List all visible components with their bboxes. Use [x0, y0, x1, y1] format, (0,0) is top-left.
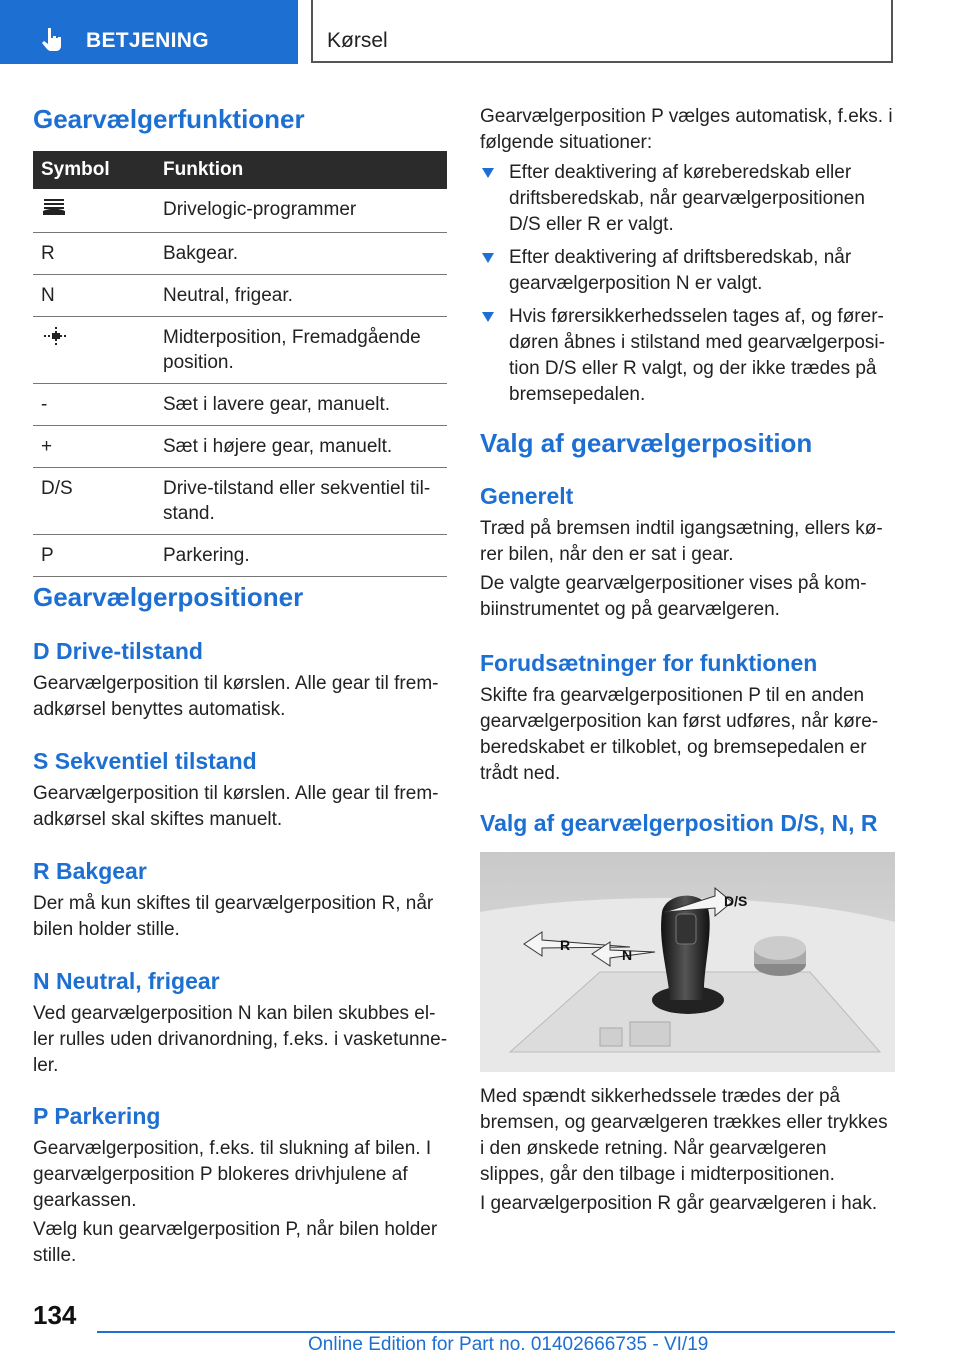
edition-text: Online Edition for Part no. 01402666735 - VI/19 — [308, 1334, 709, 1355]
table-cell: Neutral, frigear. — [155, 275, 447, 317]
general-text-2: De valgte gearvælgerpositioner vises på kombiinstrumentet og på gearvælgeren. — [480, 573, 867, 620]
hand-pointer-icon — [40, 26, 66, 52]
footer-divider — [97, 1331, 895, 1333]
neutral-text: Ved gearvælgerposition N kan bilen skubbes eller rulles uden drivanordning, f.eks. i vasketunneler. — [33, 1003, 448, 1076]
drivelogic-symbol-icon — [41, 197, 67, 217]
center-position-symbol-icon — [41, 325, 71, 347]
list-item — [480, 304, 895, 408]
after-photo-text-1: Med spændt sikkerhedssele trædes der på bremsen, og gearvælgeren trækkes eller trykkes i den ønskede retning. Når gearvælgeren slippes, går den tilbage i midterpositionen. — [480, 1086, 888, 1185]
gear-selector-illustration — [480, 852, 895, 1072]
page-number: 134 — [33, 1300, 77, 1330]
drivelogic-icon — [33, 189, 155, 233]
table-cell: N — [33, 275, 155, 317]
park-heading: P Parkering — [33, 1103, 161, 1129]
select-position-title: Valg af gearvælgerposition — [480, 428, 813, 458]
photo-label-r: R — [560, 937, 571, 953]
center-position-icon — [33, 317, 155, 384]
drive-mode-heading: D Drive-tilstand — [33, 638, 203, 664]
general-text-1: Træd på bremsen indtil igangsætning, ellers kører bilen, når den er sat i gear. — [480, 518, 883, 565]
section-tab[interactable] — [0, 0, 298, 64]
after-photo-text-2: I gearvælgerposition R går gearvælgeren i hak. — [480, 1193, 878, 1214]
table-row — [33, 535, 447, 577]
sequential-mode-heading: S Sekventiel tilstand — [33, 748, 257, 774]
auto-p-list — [480, 160, 895, 415]
table-cell: Sæt i lavere gear, manuelt. — [155, 384, 447, 426]
prerequisites-heading: Forudsætninger for funktionen — [480, 650, 818, 676]
list-item-text: Efter deaktivering af køreberedskab eller driftsberedskab, når gearvælgerpositionen D/S eller R er valgt. — [509, 162, 865, 235]
photo-label-n: N — [622, 947, 633, 963]
positions-title: Gearvælgerpositioner — [33, 582, 304, 612]
chapter-header — [311, 0, 893, 63]
table-cell: + — [33, 426, 155, 468]
general-heading: Generelt — [480, 483, 574, 509]
column-header-function: Funktion — [155, 151, 447, 189]
table-row — [33, 468, 447, 535]
reverse-heading: R Bakgear — [33, 858, 147, 884]
drive-mode-text: Gearvælgerposition til kørslen. Alle gear til fremadkørsel benyttes automatisk. — [33, 673, 439, 720]
gear-selector-photo — [480, 852, 895, 1072]
functions-table — [33, 151, 447, 577]
bullet-triangle-icon — [482, 168, 494, 178]
select-dsnr-heading: Valg af gearvælgerposition D/S, N, R — [480, 810, 878, 836]
table-cell: Bakgear. — [155, 233, 447, 275]
table-cell: D/S — [33, 468, 155, 535]
column-header-symbol: Symbol — [33, 151, 155, 189]
chapter-label: Kørsel — [327, 29, 388, 52]
table-cell: R — [33, 233, 155, 275]
section-label: BETJENING — [86, 29, 209, 52]
table-row — [33, 233, 447, 275]
functions-title: Gearvælgerfunktioner — [33, 104, 305, 134]
list-item — [480, 160, 895, 238]
park-text-2: Vælg kun gearvælgerposition P, når bilen holder stille. — [33, 1219, 438, 1266]
table-cell: Drivelogic-programmer — [155, 189, 447, 233]
table-cell: Drive-tilstand eller sekventiel tilstand. — [155, 468, 447, 535]
auto-p-intro: Gearvælgerposition P vælges automatisk, f.eks. i følgende situationer: — [480, 106, 893, 153]
list-item-text: Efter deaktivering af driftsberedskab, når gearvælgerposition N er valgt. — [509, 247, 852, 294]
list-item-text: Hvis førersikkerhedsselen tages af, og førerdøren åbnes i stilstand med gearvælgerposition D/S eller R valgt, og der ikke trædes på bremsepedalen. — [509, 306, 885, 405]
table-cell: P — [33, 535, 155, 577]
park-text: Gearvælgerposition, f.eks. til slukning af bilen. I gearvælgerposition P blokeres drivhjulene af gearkassen. — [33, 1138, 432, 1211]
table-row — [33, 317, 447, 384]
reverse-text: Der må kun skiftes til gearvælgerposition R, når bilen holder stille. — [33, 893, 434, 940]
list-item — [480, 245, 895, 297]
table-row — [33, 384, 447, 426]
table-row — [33, 189, 447, 233]
table-row — [33, 426, 447, 468]
prerequisites-text: Skifte fra gearvælgerpositionen P til en anden gearvælgerposition kan først udføres, når køreberedskabet er tilkoblet, og bremsepedalen er trådt ned. — [480, 685, 879, 784]
bullet-triangle-icon — [482, 312, 494, 322]
table-header-row — [33, 151, 447, 189]
bullet-triangle-icon — [482, 253, 494, 263]
neutral-heading: N Neutral, frigear — [33, 968, 220, 994]
table-cell: Midterposition, Fremadgående position. — [155, 317, 447, 384]
photo-label-ds: D/S — [724, 893, 748, 909]
table-cell: - — [33, 384, 155, 426]
table-cell: Sæt i højere gear, manuelt. — [155, 426, 447, 468]
table-cell: Parkering. — [155, 535, 447, 577]
table-row — [33, 275, 447, 317]
sequential-mode-text: Gearvælgerposition til kørslen. Alle gear til fremadkørsel skal skiftes manuelt. — [33, 783, 439, 830]
